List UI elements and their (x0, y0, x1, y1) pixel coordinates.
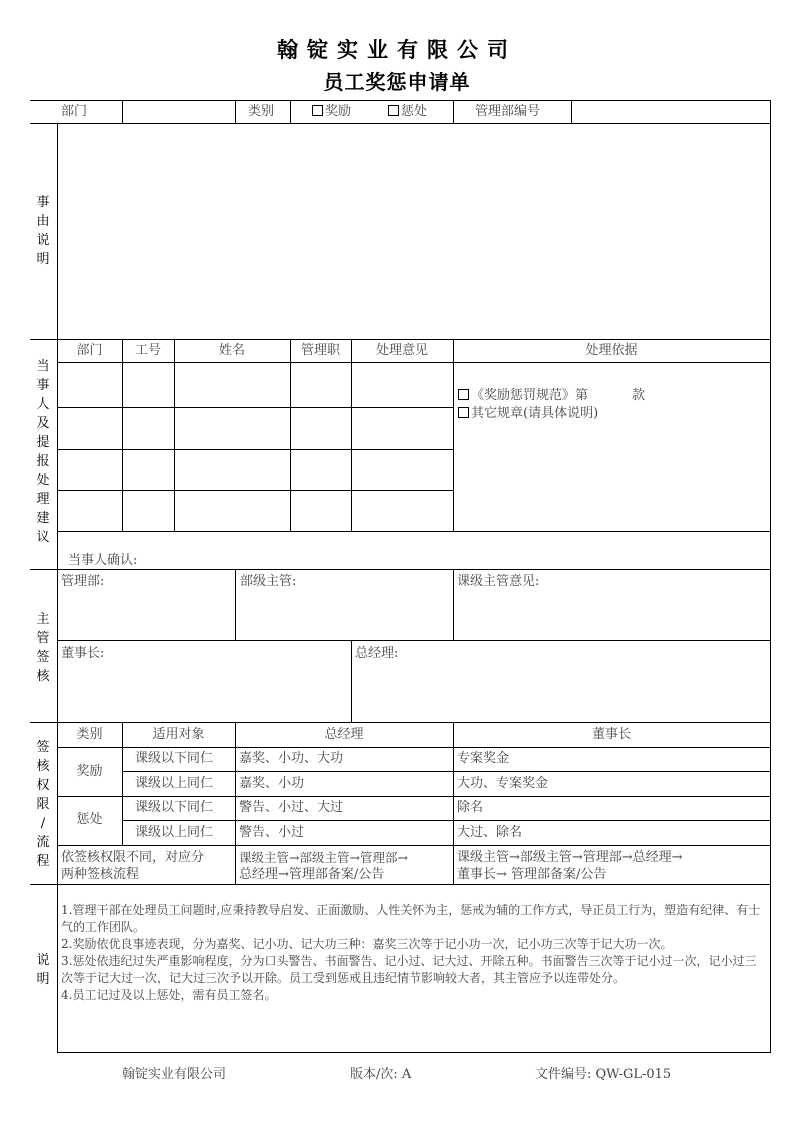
checkbox-icon (388, 105, 399, 116)
auth-col-chair: 董事长 (591, 727, 631, 742)
basis-option-rules[interactable]: 《奖励惩罚规范》第 款 (458, 388, 645, 404)
auth-row-target: 课级以上同仁 (135, 825, 214, 840)
mgmt-no-label: 管理部编号 (475, 104, 541, 119)
supervisor-section-label: 主 管 签 核 (36, 612, 50, 684)
auth-row-gm: 嘉奖、小功 (239, 776, 305, 791)
form-title: 员工奖惩申请单 (323, 70, 471, 94)
auth-col-type: 类别 (76, 727, 103, 742)
general-manager-sign: 总经理: (355, 646, 399, 661)
auth-col-gm: 总经理 (324, 727, 364, 742)
auth-reward-label: 奖励 (76, 764, 103, 779)
party-entry-rows[interactable] (58, 363, 453, 531)
flow-gm-line2: 总经理→管理部备案/公告 (239, 867, 385, 882)
note-item: 1.管理干部在处理员工问题时,应秉持教导启发、正面激励、人性关怀为主，惩戒为辅的工作方式，导正员工行为，塑造有纪律、有士气的工作团队。 (61, 903, 761, 934)
basis-header: 处理依据 (585, 343, 638, 358)
authority-section-label: 签 核 权 限 / 流 程 (36, 740, 50, 869)
flow-note-line2: 两种签核流程 (61, 867, 140, 882)
division-head-sign: 部级主管: (240, 574, 297, 589)
chairman-sign: 董事长: (61, 646, 105, 661)
col-position: 管理职 (300, 343, 340, 358)
punish-checkbox[interactable] (388, 104, 427, 120)
auth-punish-label: 惩处 (76, 812, 103, 827)
footer-version: 版本/次: A (350, 1067, 412, 1082)
flow-gm-line1: 课级主管→部级主管→管理部→ (239, 850, 408, 865)
note-item: 2.奖励依优良事迹表现，分为嘉奖、记小功、记大功三种：嘉奖三次等于记小功一次，记小功三次等于记大功一次。 (61, 937, 673, 951)
note-item: 4.员工记过及以上惩处，需有员工签名。 (61, 988, 277, 1002)
notes-text (61, 902, 767, 1004)
reward-checkbox[interactable] (312, 104, 351, 120)
mgmt-no-field[interactable] (572, 101, 770, 123)
auth-row-chair: 除名 (457, 800, 484, 815)
footer-company: 翰锭实业有限公司 (122, 1067, 227, 1082)
mgmt-dept-sign: 管理部: (61, 574, 105, 589)
section-head-opinion: 课级主管意见: (457, 574, 540, 589)
auth-row-gm: 警告、小过 (239, 825, 305, 840)
footer-doc-no: 文件编号: QW-GL-015 (535, 1067, 672, 1082)
punish-option-label: 惩处 (401, 104, 428, 119)
reason-section-label: 事 由 说 明 (36, 195, 50, 267)
auth-col-target: 适用对象 (152, 727, 205, 742)
notes-section-label: 说 明 (36, 953, 50, 987)
auth-row-target: 课级以下同仁 (135, 751, 214, 766)
note-item: 3.惩处依违纪过失严重影响程度，分为口头警告、书面警告、记小过、记大过、开除五种。书面警告三次等于记小过一次，记小过三次等于记大过一次，记大过三次予以开除。员工受到惩戒且违纪情节影响较大者，其主管应予以连带处分。 (61, 954, 757, 985)
auth-row-target: 课级以下同仁 (135, 800, 214, 815)
auth-row-gm: 警告、小过、大过 (239, 800, 344, 815)
checkbox-icon (458, 389, 469, 400)
dept-label: 部门 (61, 104, 88, 119)
checkbox-icon (312, 105, 323, 116)
auth-row-target: 课级以上同仁 (135, 776, 214, 791)
party-confirm-label: 当事人确认: (68, 553, 138, 568)
basis-option-other[interactable]: 其它规章(请具体说明) (458, 406, 598, 422)
flow-chair-line2: 董事长→ 管理部备案/公告 (457, 867, 607, 882)
col-dept: 部门 (76, 343, 103, 358)
reward-option-label: 奖励 (325, 104, 352, 119)
flow-note-line1: 依签核权限不同，对应分 (61, 850, 205, 865)
col-opinion: 处理意见 (375, 343, 428, 358)
col-name: 姓名 (218, 343, 245, 358)
reason-field[interactable] (58, 124, 770, 339)
auth-row-gm: 嘉奖、小功、大功 (239, 751, 344, 766)
company-name: 翰锭实业有限公司 (277, 38, 517, 62)
auth-row-chair: 大过、除名 (457, 825, 523, 840)
auth-row-chair: 大功、专案奖金 (457, 776, 549, 791)
checkbox-icon (458, 407, 469, 418)
col-employee-no: 工号 (134, 343, 161, 358)
type-label: 类别 (248, 104, 275, 119)
flow-chair-line1: 课级主管→部级主管→管理部→总经理→ (457, 850, 683, 865)
party-section-label: 当 事 人 及 提 报 处 理 建 议 (36, 359, 50, 545)
dept-field[interactable] (123, 101, 235, 123)
auth-row-chair: 专案奖金 (457, 751, 510, 766)
